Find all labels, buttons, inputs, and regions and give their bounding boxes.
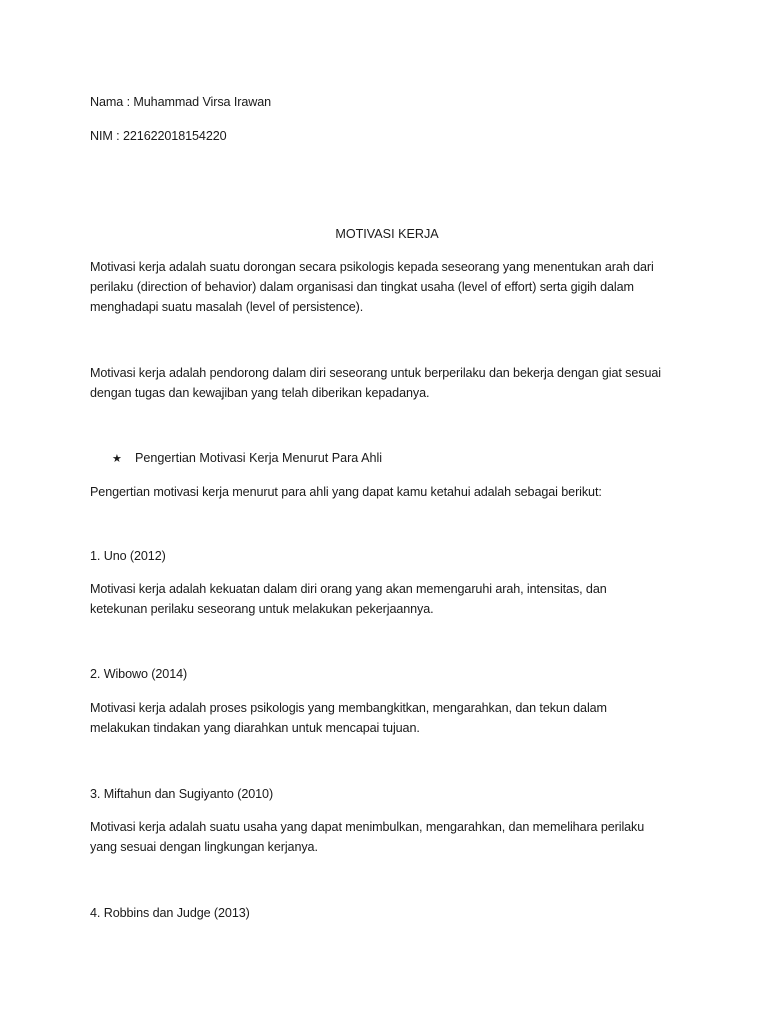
expert-1-line-2: ketekunan perilaku seseorang untuk melakukan pekerjaannya. (90, 602, 434, 616)
star-icon: ★ (112, 453, 122, 465)
document-title: MOTIVASI KERJA (335, 227, 439, 241)
expert-1-line-1: Motivasi kerja adalah kekuatan dalam diri orang yang akan memengaruhi arah, intensitas, dan (90, 582, 607, 596)
expert-3-line-1: Motivasi kerja adalah suatu usaha yang dapat menimbulkan, mengarahkan, dan memelihara perilaku (90, 820, 645, 834)
student-nim: NIM : 221622018154220 (90, 129, 227, 143)
expert-2-heading: 2. Wibowo (2014) (90, 667, 188, 681)
experts-lead: Pengertian motivasi kerja menurut para ahli yang dapat kamu ketahui adalah sebagai berikut: (90, 485, 602, 499)
expert-1-heading: 1. Uno (2012) (90, 549, 166, 563)
section-bullet (112, 448, 382, 469)
student-name: Nama : Muhammad Virsa Irawan (90, 95, 272, 109)
intro-paragraph-2-line-1: Motivasi kerja adalah pendorong dalam diri seseorang untuk berperilaku dan bekerja dengan giat sesuai (90, 366, 661, 380)
intro-paragraph-1-line-3: menghadapi suatu masalah (level of persistence). (90, 300, 364, 314)
expert-3-heading: 3. Miftahun dan Sugiyanto (2010) (90, 787, 274, 801)
intro-paragraph-2-line-2: dengan tugas dan kewajiban yang telah diberikan kepadanya. (90, 386, 430, 400)
expert-2-line-2: melakukan tindakan yang diarahkan untuk mencapai tujuan. (90, 721, 420, 735)
intro-paragraph-1-line-1: Motivasi kerja adalah suatu dorongan secara psikologis kepada seseorang yang menentukan arah dari (90, 260, 654, 274)
expert-2-line-1: Motivasi kerja adalah proses psikologis yang membangkitkan, mengarahkan, dan tekun dalam (90, 701, 607, 715)
expert-4-heading: 4. Robbins dan Judge (2013) (90, 906, 250, 920)
intro-paragraph-1-line-2: perilaku (direction of behavior) dalam organisasi dan tingkat usaha (level of effort) serta gigih dalam (90, 280, 634, 294)
section-heading: Pengertian Motivasi Kerja Menurut Para Ahli (135, 451, 383, 465)
expert-3-line-2: yang sesuai dengan lingkungan kerjanya. (90, 840, 318, 854)
